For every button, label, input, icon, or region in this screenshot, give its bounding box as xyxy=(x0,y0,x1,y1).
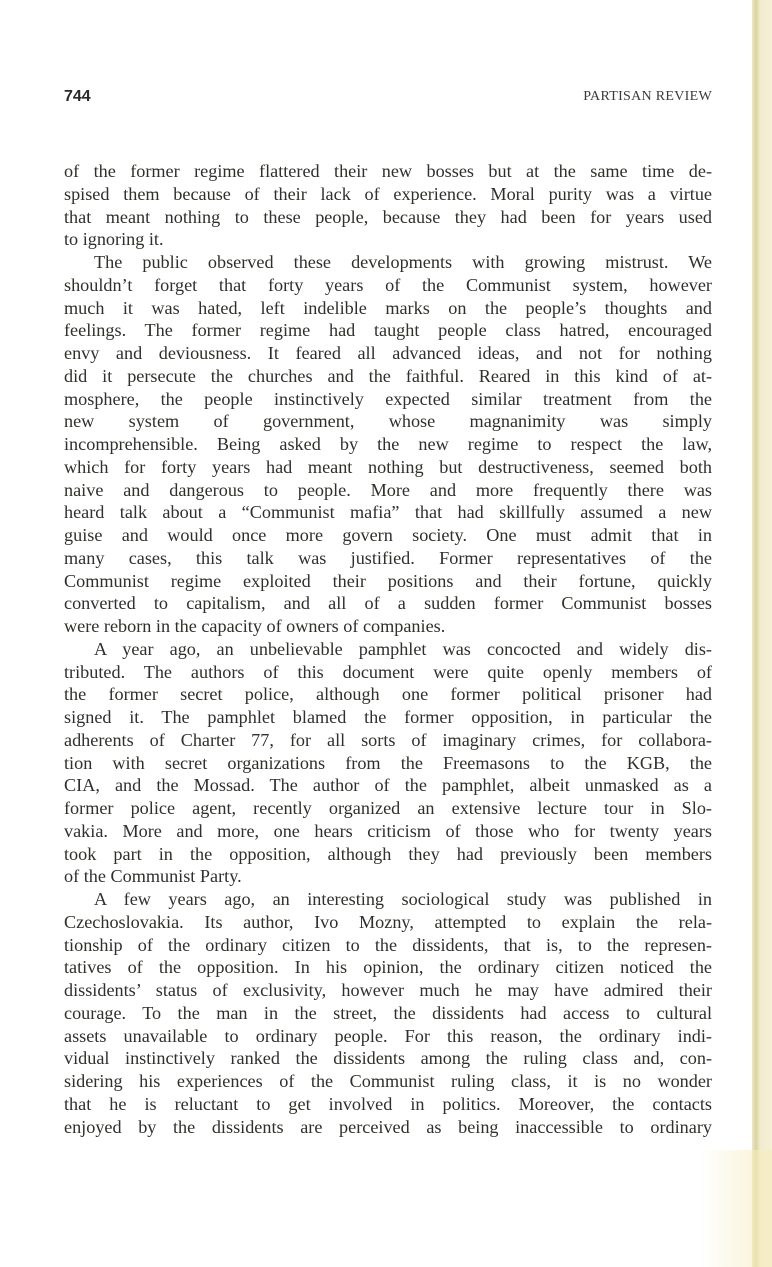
text-line: adherents of Charter 77, for all sorts of imaginary crimes, for collabora- xyxy=(64,729,712,750)
text-line: were reborn in the capacity of owners of companies. xyxy=(64,616,446,636)
text-line: heard talk about a “Communist mafia” that had skillfully assumed a new xyxy=(64,502,712,523)
text-line: Communist regime exploited their positions and their fortune, quickly xyxy=(64,570,712,591)
article-body xyxy=(64,160,712,1138)
book-gutter-edge xyxy=(752,0,772,1267)
text-line: tatives of the opposition. In his opinion, the ordinary citizen noticed the xyxy=(64,957,712,978)
text-line: to ignoring it. xyxy=(64,229,164,250)
page-edge-tint xyxy=(700,1150,772,1267)
page-number: 744 xyxy=(64,88,91,105)
text-line: A few years ago, an interesting sociological study was published in xyxy=(94,889,712,909)
paragraph xyxy=(64,160,712,251)
text-line: vidual instinctively ranked the dissidents among the ruling class and, con- xyxy=(64,1048,712,1069)
text-line: that meant nothing to these people, because they had been for years used xyxy=(64,206,712,227)
text-line: incomprehensible. Being asked by the new regime to respect the law, xyxy=(64,434,712,454)
text-line: naive and dangerous to people. More and more frequently there was xyxy=(64,479,712,500)
text-line: courage. To the man in the street, the dissidents had access to cultural xyxy=(64,1002,712,1023)
text-line: envy and deviousness. It feared all advanced ideas, and not for nothing xyxy=(64,343,712,363)
text-line: the former secret police, although one former political prisoner had xyxy=(64,684,712,705)
text-line: feelings. The former regime had taught people class hatred, encouraged xyxy=(64,320,712,341)
text-line: enjoyed by the dissidents are perceived as being inaccessible to ordinary xyxy=(64,1116,712,1137)
text-line: former police agent, recently organized an extensive lecture tour in Slo- xyxy=(64,798,712,818)
text-line: new system of government, whose magnanimity was simply xyxy=(64,411,712,432)
text-line: CIA, and the Mossad. The author of the pamphlet, albeit unmasked as a xyxy=(64,775,712,796)
text-line: A year ago, an unbelievable pamphlet was concocted and widely dis- xyxy=(94,638,712,659)
text-line: much it was hated, left indelible marks on the people’s thoughts and xyxy=(64,297,712,318)
text-line: of the Communist Party. xyxy=(64,866,242,887)
text-line: converted to capitalism, and all of a sudden former Communist bosses xyxy=(64,593,712,614)
paragraph xyxy=(64,638,712,888)
journal-title: PARTISAN REVIEW xyxy=(583,89,712,104)
text-line: sidering his experiences of the Communist ruling class, it is no wonder xyxy=(64,1071,712,1091)
text-line: many cases, this talk was justified. Former representatives of the xyxy=(64,547,712,568)
text-line: mosphere, the people instinctively expected similar treatment from the xyxy=(64,388,712,409)
text-line: signed it. The pamphlet blamed the former opposition, in particular the xyxy=(64,707,712,727)
text-line: shouldn’t forget that forty years of the Communist system, however xyxy=(64,274,712,295)
text-line: guise and would once more govern society. One must admit that in xyxy=(64,525,712,545)
text-line: assets unavailable to ordinary people. For this reason, the ordinary indi- xyxy=(64,1025,712,1046)
text-line: did it persecute the churches and the faithful. Reared in this kind of at- xyxy=(64,365,712,386)
text-line: tion with secret organizations from the Freemasons to the KGB, the xyxy=(64,752,712,773)
text-line: dissidents’ status of exclusivity, however much he may have admired their xyxy=(64,980,712,1000)
paragraph xyxy=(64,888,712,1138)
running-head xyxy=(64,88,712,112)
text-line: The public observed these developments with growing mistrust. We xyxy=(94,252,712,272)
text-line: Czechoslovakia. Its author, Ivo Mozny, attempted to explain the rela- xyxy=(64,911,712,932)
text-line: tributed. The authors of this document were quite openly members of xyxy=(64,661,712,682)
text-line: took part in the opposition, although they had previously been members xyxy=(64,843,712,864)
text-line: that he is reluctant to get involved in politics. Moreover, the contacts xyxy=(64,1093,712,1114)
text-line: of the former regime flattered their new bosses but at the same time de- xyxy=(64,161,712,181)
paragraph xyxy=(64,251,712,638)
text-line: which for forty years had meant nothing but destructiveness, seemed both xyxy=(64,456,712,477)
text-line: tionship of the ordinary citizen to the dissidents, that is, to the represen- xyxy=(64,934,712,955)
text-line: vakia. More and more, one hears criticism of those who for twenty years xyxy=(64,820,712,841)
text-line: spised them because of their lack of experience. Moral purity was a virtue xyxy=(64,183,712,204)
